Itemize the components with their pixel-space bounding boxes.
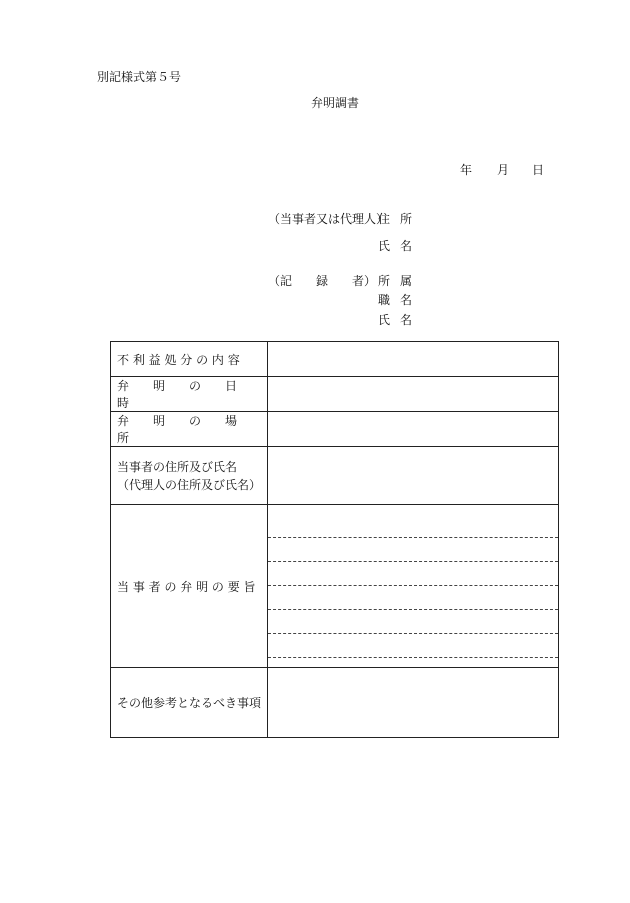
row-label-place: 弁 明 の 場 所 <box>111 412 268 447</box>
row-label-datetime: 弁 明 の 日 時 <box>111 377 268 412</box>
row-label-other: その他参考となるべき事項 <box>111 668 268 738</box>
disposition-field[interactable] <box>268 342 559 377</box>
recorder-post-label: 職名 <box>378 293 423 307</box>
row-label-summary: 当 事 者 の 弁 明 の 要 旨 <box>111 505 268 668</box>
recorder-name-label: 氏名 <box>378 313 423 327</box>
other-field[interactable] <box>268 668 559 738</box>
summary-field[interactable] <box>268 505 559 668</box>
datetime-field[interactable] <box>268 377 559 412</box>
place-field[interactable] <box>268 412 559 447</box>
date-month-label: 月 <box>497 163 510 177</box>
ruled-line <box>268 538 558 562</box>
table-row <box>111 342 559 377</box>
summary-ruled-lines <box>268 505 558 667</box>
table-row <box>111 377 559 412</box>
form-number: 別記様式第５号 <box>97 70 182 84</box>
table-row <box>111 447 559 505</box>
date-year-label: 年 <box>460 163 473 177</box>
date-day-label: 日 <box>532 163 545 177</box>
ruled-line <box>268 610 558 634</box>
table-row <box>111 505 559 668</box>
ruled-line <box>268 586 558 610</box>
party-name-label: 氏名 <box>378 239 423 253</box>
table-row <box>111 668 559 738</box>
party-label: （当事者又は代理人） <box>268 212 389 226</box>
ruled-line <box>268 634 558 658</box>
table-row <box>111 412 559 447</box>
party-info-field[interactable] <box>268 447 559 505</box>
recorder-label: （記 録 者） <box>268 274 377 288</box>
row-label-disposition: 不 利 益 処 分 の 内 容 <box>111 342 268 377</box>
party-address-label: 住所 <box>378 212 423 226</box>
ruled-line <box>268 562 558 586</box>
row-label-party-info-line2: （代理人の住所及び氏名） <box>117 477 262 492</box>
document-title: 弁明調書 <box>310 96 359 110</box>
row-label-party-info <box>111 447 268 505</box>
row-label-party-info-line1: 当事者の住所及び氏名 <box>117 459 238 474</box>
ruled-line <box>268 514 558 538</box>
recorder-affiliation-label: 所属 <box>378 274 423 288</box>
hearing-record-table <box>110 341 559 738</box>
